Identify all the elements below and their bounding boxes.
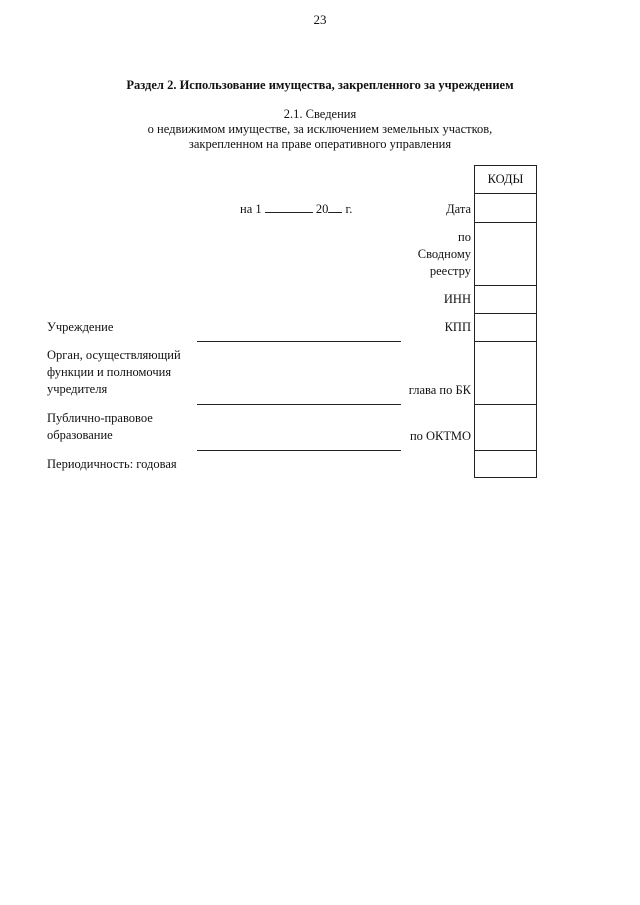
codes-divider xyxy=(474,193,537,194)
label-organ-2: функции и полномочия xyxy=(47,365,172,379)
label-inn: ИНН xyxy=(443,292,471,306)
label-organ-3: учредителя xyxy=(47,382,108,396)
codes-divider xyxy=(474,341,537,342)
codes-divider xyxy=(474,313,537,314)
section-title: Раздел 2. Использование имущества, закрепленного за учреждением xyxy=(126,78,514,92)
date-year-prefix: 20 xyxy=(315,202,329,216)
date-day-month-field[interactable] xyxy=(265,201,313,213)
codes-divider xyxy=(474,222,537,223)
report-date xyxy=(240,201,352,217)
label-institution: Учреждение xyxy=(47,320,114,334)
date-prefix: на 1 xyxy=(240,202,262,216)
label-periodicity: Периодичность: годовая xyxy=(47,457,177,471)
subtitle-line-3: закрепленном на праве оперативного управления xyxy=(188,137,452,151)
entity-input-line[interactable] xyxy=(197,450,401,451)
codes-divider xyxy=(474,285,537,286)
label-oktmo: по ОКТМО xyxy=(409,429,471,443)
page-number: 23 xyxy=(313,12,327,27)
label-date: Дата xyxy=(446,202,471,216)
institution-input-line[interactable] xyxy=(197,341,401,342)
date-suffix: г. xyxy=(345,202,353,216)
subtitle-line-1: 2.1. Сведения xyxy=(283,107,357,121)
codes-table xyxy=(474,165,537,478)
subtitle-line-2: о недвижимом имуществе, за исключением земельных участков, xyxy=(147,122,493,136)
codes-header: КОДЫ xyxy=(487,172,524,186)
label-entity-2: образование xyxy=(47,428,113,442)
label-registry-2: Сводному xyxy=(417,247,471,261)
label-glava: глава по БК xyxy=(408,383,471,397)
label-kpp: КПП xyxy=(444,320,471,334)
organ-input-line[interactable] xyxy=(197,404,401,405)
label-entity-1: Публично-правовое xyxy=(47,411,153,425)
label-registry-3: реестру xyxy=(429,264,471,278)
date-year-field[interactable] xyxy=(328,201,342,213)
codes-divider xyxy=(474,404,537,405)
codes-divider xyxy=(474,450,537,451)
label-organ-1: Орган, осуществляющий xyxy=(47,348,181,362)
label-registry-1: по xyxy=(458,230,471,244)
